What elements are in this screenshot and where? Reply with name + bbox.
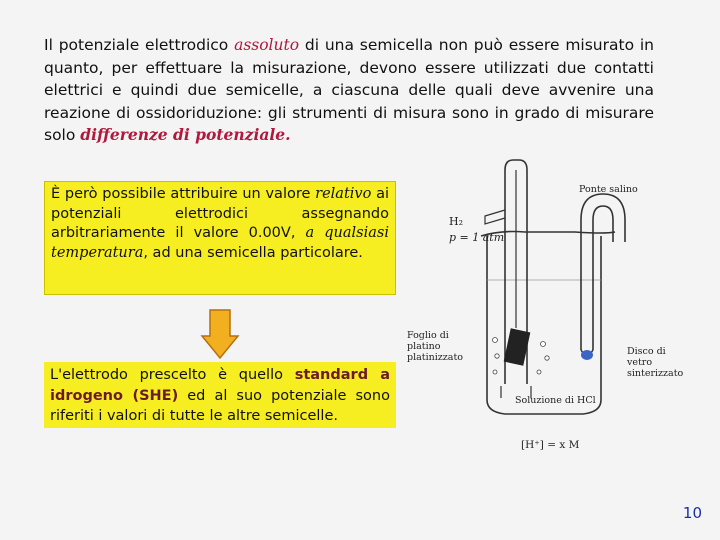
label-ponte-salino: Ponte salino [579, 184, 638, 195]
page-number: 10 [682, 504, 702, 522]
she-electrode-diagram [405, 150, 684, 460]
label-soluzione-hcl: Soluzione di HCl [515, 395, 596, 406]
box1-text-3: , ad una semicella particolare. [143, 244, 363, 261]
label-disco-vetro: Disco di vetro sinterizzato [627, 346, 684, 379]
box2-text-2: ed al suo potenziale sono riferiti i valori di tutte le altre semicelle. [50, 387, 390, 424]
box2-text-1: L'elettrodo prescelto è quello [50, 367, 295, 383]
label-pressure: p = 1 atm [449, 231, 505, 244]
label-concentration: [H⁺] = x M [521, 439, 580, 451]
box2-bold-she: standard a idrogeno (SHE) [50, 367, 390, 404]
intro-paragraph [44, 34, 654, 147]
she-electrode-drawing [405, 150, 665, 460]
box1-italic-temperatura: a qualsiasi temperatura [51, 225, 389, 261]
label-h2: H₂ [449, 215, 464, 228]
intro-text-2: di una semicella non può essere misurato in quanto, per effettuare la misurazione, devono essere utilizzati due contatti elettrici e quindi due semicelle, a ciascuna delle quali deve avvenire una reazione di ossidoriduzione: gli strumenti di misura sono in grado di misurare solo [44, 36, 655, 144]
box1-italic-relativo: relativo [315, 186, 372, 202]
label-foglio-platino: Foglio di platino platinizzato [407, 330, 464, 363]
box1-text-1: È però possibile attribuire un valore [51, 186, 316, 202]
down-arrow-icon [200, 308, 240, 360]
intro-text-1: Il potenziale elettrodico [44, 36, 235, 54]
intro-emphasis-differenze: differenze di potenziale. [80, 125, 291, 144]
intro-emphasis-assoluto: assoluto [234, 36, 300, 54]
relative-value-box [44, 181, 396, 295]
box1-text-2: ai potenziali elettrodici assegnando arbitrariamente il valore 0.00V, [51, 186, 389, 241]
she-electrode-box [44, 362, 396, 428]
